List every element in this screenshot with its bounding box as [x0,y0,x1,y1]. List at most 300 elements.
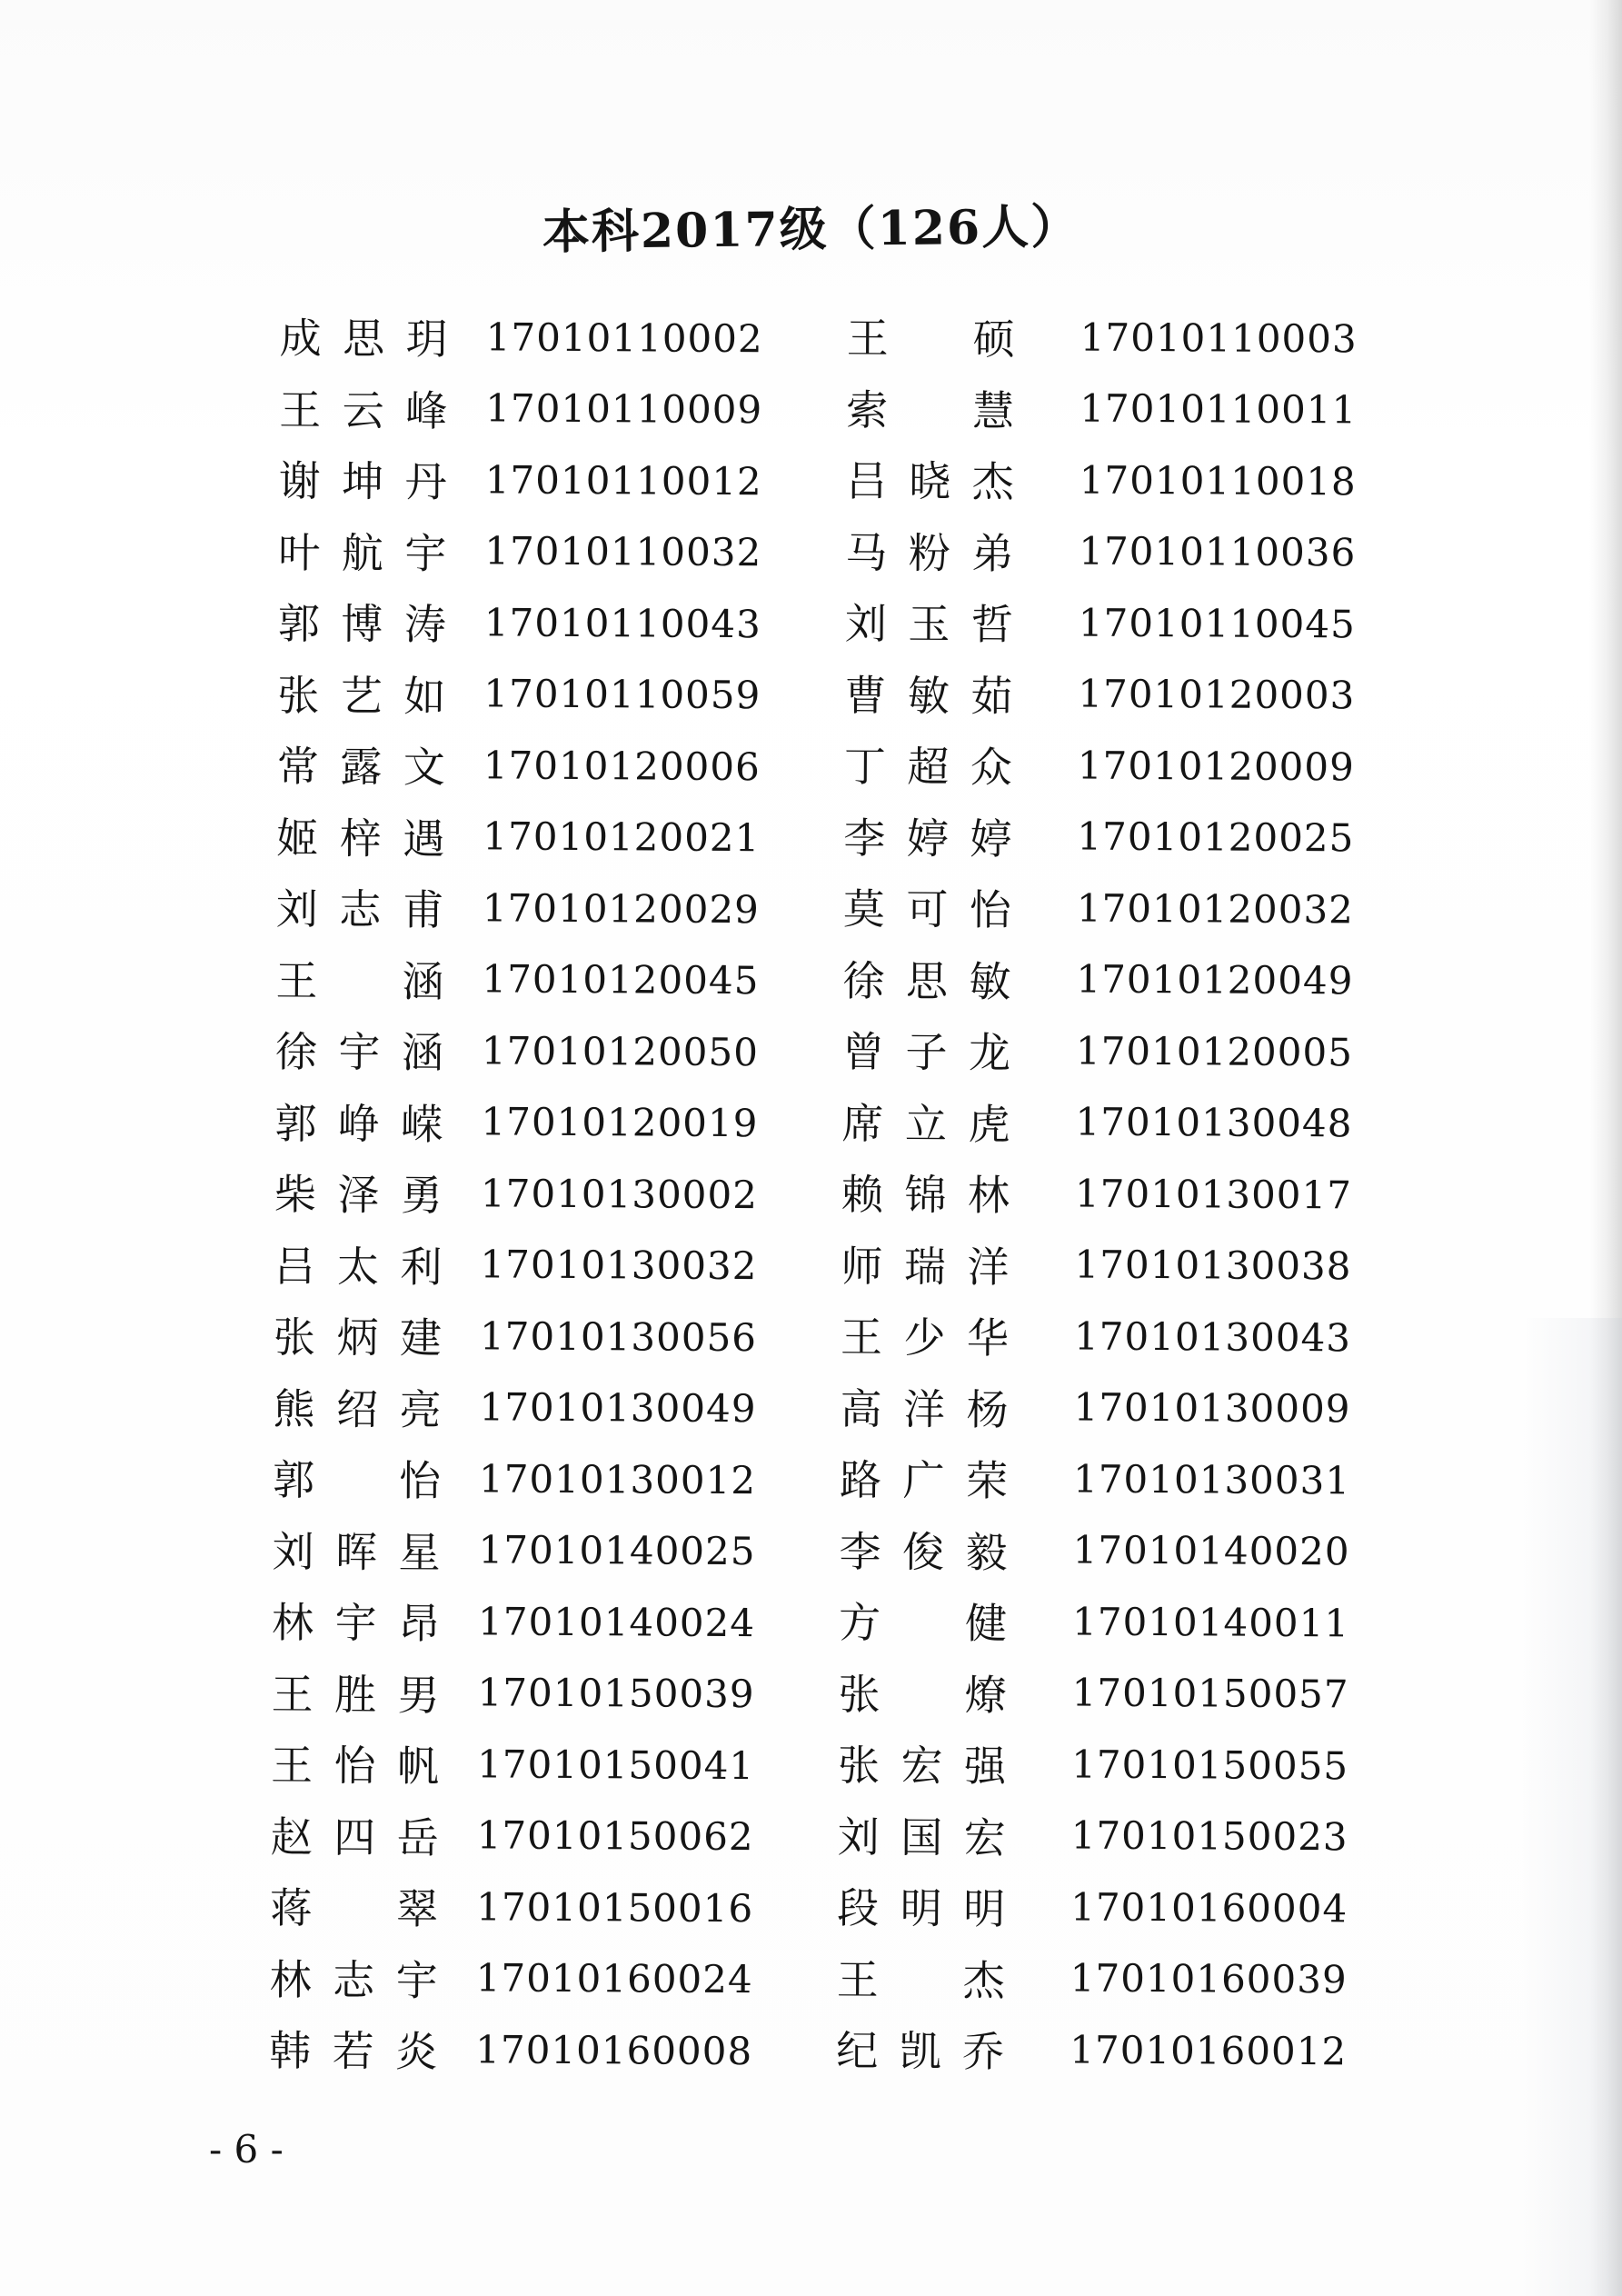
student-name [846,377,1014,438]
name-char: 荣 [965,1456,1009,1506]
student-id: 17010160012 [1070,2027,1348,2074]
name-char: 洋 [967,1242,1010,1292]
student-name [280,305,448,366]
name-char: 炳 [336,1313,379,1363]
name-char: 王 [836,1954,879,2004]
student-id: 17010140025 [478,1527,756,1574]
student-row [842,942,1424,1016]
student-id: 17010130009 [1073,1384,1351,1432]
student-id: 17010130002 [480,1171,759,1217]
name-char: 杨 [966,1384,1009,1434]
student-name [843,876,1011,937]
student-id: 17010110032 [484,528,762,575]
student-id: 17010120045 [482,956,760,1003]
name-char: 莫 [842,884,886,934]
student-id: 17010110043 [483,600,761,646]
student-id: 17010110036 [1079,528,1357,575]
student-name [846,448,1014,509]
page-title: 本科2017级（126人） [542,198,1080,261]
student-name [270,1804,438,1865]
student-name [270,1875,438,1936]
name-char: 勇 [400,1171,443,1221]
name-char: 帆 [396,1742,440,1792]
name-char: 亮 [399,1384,442,1434]
student-name [838,1662,1006,1722]
name-char: 常 [276,742,320,792]
name-char: 张 [273,1313,316,1363]
student-list-right [836,300,1428,2087]
name-char: 星 [398,1527,441,1577]
name-char: 乔 [962,2027,1005,2077]
name-char: 徐 [274,1027,318,1077]
student-name [275,1019,443,1080]
name-char: 索 [846,384,889,435]
name-char: 王 [846,314,889,364]
student-name [840,1447,1008,1508]
name-char: 叶 [278,527,321,578]
student-id: 17010120003 [1078,671,1356,718]
name-char: 众 [970,743,1013,793]
student-row [841,1156,1423,1231]
student-id: 17010120005 [1075,1028,1354,1075]
student-id: 17010120029 [482,885,761,932]
name-char: 谢 [278,456,321,506]
name-char: 太 [336,1242,380,1292]
student-row [841,1299,1422,1373]
student-id: 17010150016 [476,1884,754,1931]
name-char: 四 [333,1812,376,1862]
name-char: 晓 [909,456,951,506]
name-char: 峰 [405,385,448,435]
student-id: 17010130017 [1074,1171,1353,1218]
name-char: 丁 [843,742,887,792]
student-row [274,1156,856,1231]
name-char: 刘 [837,1812,880,1862]
name-char: 昂 [397,1599,441,1649]
student-id: 17010160004 [1070,1884,1348,1932]
student-row [842,1013,1424,1088]
student-row [836,2012,1418,2087]
name-char: 杰 [962,1955,1005,2005]
student-id: 17010110059 [483,671,761,718]
name-char: 刘 [272,1526,314,1577]
student-name [274,1304,442,1365]
name-char: 王 [279,384,322,435]
name-char [910,377,951,437]
name-char: 宇 [334,1598,377,1648]
name-char: 方 [838,1598,881,1648]
student-name [275,948,443,1009]
name-char: 露 [340,742,383,792]
name-char: 赵 [270,1812,313,1862]
student-row [271,1727,852,1802]
student-id: 17010130049 [479,1384,757,1432]
name-char: 吕 [274,1241,316,1292]
name-char: 可 [906,884,949,934]
student-row [840,1370,1421,1444]
name-char: 艺 [340,671,383,721]
student-id: 17010110003 [1080,314,1358,362]
student-row [838,1727,1419,1802]
name-char: 徐 [842,955,885,1006]
student-id: 17010130043 [1073,1313,1352,1361]
name-char [333,1876,375,1936]
student-id: 17010150023 [1070,1812,1348,1860]
student-row [273,1442,854,1516]
student-name [847,305,1015,366]
student-name [269,2018,437,2079]
name-char [901,1591,943,1651]
student-id: 17010130038 [1074,1242,1352,1289]
student-id: 17010120049 [1076,956,1354,1003]
name-char: 毅 [965,1527,1008,1577]
student-id: 17010110011 [1080,385,1358,433]
student-name [842,948,1010,1009]
student-name [839,1590,1007,1651]
name-char: 俊 [901,1527,945,1577]
name-char: 敏 [907,671,950,721]
student-name [841,1091,1010,1152]
name-char: 王 [270,1741,313,1791]
name-char: 段 [837,1883,880,1933]
name-char: 岳 [396,1812,439,1862]
student-name [840,1376,1008,1437]
student-id: 17010130032 [480,1242,758,1289]
student-id: 17010120009 [1077,743,1355,790]
student-row [279,443,861,517]
name-char: 宇 [395,1955,438,2005]
name-char: 国 [901,1812,943,1862]
name-char: 航 [341,528,383,578]
student-name [272,1590,440,1651]
name-char: 成 [279,314,322,364]
name-char: 坤 [342,456,384,506]
student-name [845,520,1013,581]
student-id: 17010140024 [477,1599,756,1645]
name-char: 虎 [968,1099,1010,1149]
student-name [279,377,447,438]
name-char: 怡 [333,1741,376,1791]
student-name [844,663,1012,724]
student-row [844,728,1426,803]
student-id: 17010160039 [1070,1955,1348,2002]
name-char: 林 [269,1954,312,2004]
name-char: 甫 [402,885,445,935]
student-name [841,1233,1009,1294]
name-char: 李 [843,813,886,863]
name-char: 龙 [968,1028,1011,1078]
student-id: 17010110018 [1079,457,1357,504]
name-char: 吕 [845,456,888,506]
student-id: 17010120032 [1076,885,1355,933]
name-char [910,306,951,366]
name-char: 玉 [908,599,950,649]
student-row [280,300,861,374]
student-row [839,1584,1420,1659]
name-char: 强 [963,1742,1007,1792]
name-char: 婷 [906,814,950,863]
student-row [846,443,1428,517]
page-number: - 6 - [209,2127,284,2171]
student-name [270,1947,438,2008]
name-char: 茹 [970,671,1013,721]
student-name [272,1519,440,1580]
student-row [269,2012,851,2087]
name-char [900,1947,941,2007]
name-char: 文 [403,743,446,793]
name-char: 涛 [403,600,446,650]
student-name [273,1447,441,1508]
student-name [838,1732,1006,1793]
student-name [273,1376,441,1437]
name-char: 泽 [337,1170,380,1220]
student-name [841,1304,1009,1365]
student-id: 17010120025 [1077,814,1355,861]
student-name [278,591,446,652]
name-char: 婷 [970,814,1012,863]
name-char: 健 [964,1599,1008,1649]
student-id: 17010110009 [485,385,763,433]
student-id: 17010130012 [478,1456,757,1502]
name-char: 子 [905,1027,948,1077]
student-name [843,805,1011,866]
student-row [277,728,859,803]
student-row [838,1655,1419,1730]
name-char: 宏 [901,1741,943,1791]
name-char: 郭 [274,1098,317,1149]
student-name [837,1804,1005,1865]
student-id: 17010150062 [476,1812,754,1860]
name-char [901,1662,943,1722]
student-id: 17010150057 [1071,1670,1349,1717]
student-row [843,871,1425,945]
student-id: 17010150041 [477,1742,755,1788]
student-row [270,1870,851,1944]
name-char: 志 [333,1955,375,2005]
student-row [269,1941,851,2015]
student-id: 17010120019 [481,1099,759,1146]
name-char: 熊 [273,1383,315,1434]
name-char: 曾 [841,1027,885,1077]
name-char: 思 [343,314,385,364]
name-char: 纪 [836,2026,879,2076]
student-row [275,1013,857,1088]
student-name [279,448,447,509]
name-char: 张 [838,1669,881,1720]
name-char: 刘 [275,884,319,934]
name-char: 蒋 [270,1883,313,1933]
name-char: 绍 [335,1384,379,1434]
student-id: 17010110012 [484,457,762,504]
name-char: 怡 [969,885,1012,935]
student-row [845,514,1427,588]
student-id: 17010110002 [485,314,763,361]
name-char: 男 [397,1670,440,1720]
student-row [847,300,1428,374]
student-name [276,876,444,937]
name-char: 涵 [402,956,444,1006]
student-id: 17010140011 [1071,1599,1350,1646]
student-row [839,1512,1420,1587]
name-char: 赖 [841,1170,884,1220]
name-char: 博 [341,599,383,649]
name-char [339,948,381,1008]
student-name [271,1732,439,1793]
name-char: 遇 [403,814,445,863]
name-char: 凯 [899,2026,941,2076]
name-char: 杰 [971,457,1014,507]
name-char: 广 [902,1455,945,1505]
student-id: 17010160024 [475,1955,753,2002]
name-char: 林 [967,1171,1010,1221]
student-name [845,591,1013,652]
student-id: 17010160008 [475,2027,753,2073]
name-char: 若 [332,2026,374,2076]
name-char: 燎 [964,1670,1007,1720]
name-char: 席 [841,1098,884,1149]
name-char: 宏 [963,1812,1006,1862]
name-char: 敏 [969,956,1011,1006]
name-char: 峥 [337,1099,381,1149]
name-char: 马 [845,527,888,578]
student-row [276,799,858,873]
student-name [277,734,445,794]
name-char: 韩 [269,2026,312,2076]
student-name [276,805,444,866]
name-char: 粉 [908,528,950,578]
student-id: 17010150055 [1071,1742,1349,1789]
name-char: 如 [403,671,446,721]
name-char: 曹 [844,670,887,721]
name-char: 云 [342,385,384,435]
name-char: 翠 [396,1884,439,1934]
name-char: 洋 [902,1384,946,1434]
student-name [844,734,1012,794]
student-id: 17010130048 [1075,1099,1353,1146]
name-char: 郭 [277,599,320,649]
student-id: 17010130031 [1072,1456,1351,1503]
name-char: 哲 [970,600,1013,650]
student-row [274,1084,856,1159]
student-name [274,1233,442,1294]
name-char: 王 [271,1669,313,1720]
student-id: 17010120021 [483,814,761,861]
name-char: 思 [905,956,949,1006]
name-char: 硕 [972,314,1015,364]
student-row [845,585,1427,660]
name-char: 晖 [334,1527,378,1577]
student-row [271,1655,852,1730]
student-row [276,871,858,945]
name-char: 瑞 [903,1242,947,1292]
student-row [270,1798,851,1872]
student-row [278,585,860,660]
student-row [837,1798,1418,1872]
name-char: 宇 [404,528,447,578]
name-char [335,1448,377,1508]
student-name [274,1091,443,1152]
student-row [275,942,857,1016]
name-char: 明 [963,1884,1006,1934]
name-char: 锦 [904,1170,947,1220]
name-char: 王 [275,955,318,1006]
student-id: 17010120006 [483,743,761,789]
student-row [278,514,860,588]
name-char: 炎 [395,2027,438,2077]
name-char: 张 [837,1741,881,1791]
student-row [273,1370,854,1444]
student-name [277,663,445,724]
name-char: 王 [840,1313,883,1363]
student-row [841,1084,1423,1159]
name-char: 胜 [333,1670,377,1720]
student-id: 17010110045 [1078,600,1356,647]
name-char: 梓 [339,814,383,863]
student-row [840,1442,1421,1516]
name-char: 郭 [272,1455,315,1505]
student-name [839,1519,1007,1580]
student-name [837,1947,1005,2008]
name-char: 刘 [844,599,887,649]
student-row [274,1227,855,1302]
page-edge-tint [1522,1318,1622,2296]
name-char: 高 [840,1383,882,1434]
student-name [837,1875,1005,1936]
name-char: 超 [907,742,950,792]
name-char: 宇 [338,1027,381,1077]
student-row [274,1299,855,1373]
name-char: 张 [277,670,320,721]
student-row [279,371,861,445]
name-char: 涵 [401,1028,444,1078]
student-id: 17010130056 [479,1313,758,1360]
name-char: 华 [966,1313,1010,1363]
student-name [271,1662,439,1722]
student-row [844,656,1426,731]
name-char: 少 [903,1313,946,1363]
name-char: 李 [839,1526,881,1577]
student-row [843,799,1425,873]
name-char: 嵘 [401,1099,443,1149]
name-char: 建 [399,1313,443,1363]
name-char: 路 [839,1455,882,1505]
student-name [274,1162,443,1223]
student-row [846,371,1428,445]
name-char: 丹 [404,457,447,507]
student-name [278,520,446,581]
student-row [272,1584,853,1659]
name-char: 柴 [274,1170,317,1220]
name-char: 志 [339,884,382,934]
name-char: 怡 [398,1456,442,1506]
student-name [842,1019,1010,1080]
student-id: 17010120050 [481,1028,760,1074]
name-char: 师 [841,1241,883,1292]
student-id: 17010150039 [477,1670,755,1717]
name-char: 利 [400,1242,443,1292]
name-char: 立 [904,1099,948,1149]
name-char: 明 [900,1883,942,1933]
student-list-left [269,300,861,2087]
student-row [272,1512,853,1587]
student-row [837,1870,1418,1944]
student-row [836,1941,1418,2015]
name-char: 林 [271,1598,314,1648]
student-id: 17010140020 [1072,1527,1350,1574]
student-row [277,656,859,731]
name-char: 弟 [971,528,1014,578]
name-char: 姬 [276,813,319,863]
